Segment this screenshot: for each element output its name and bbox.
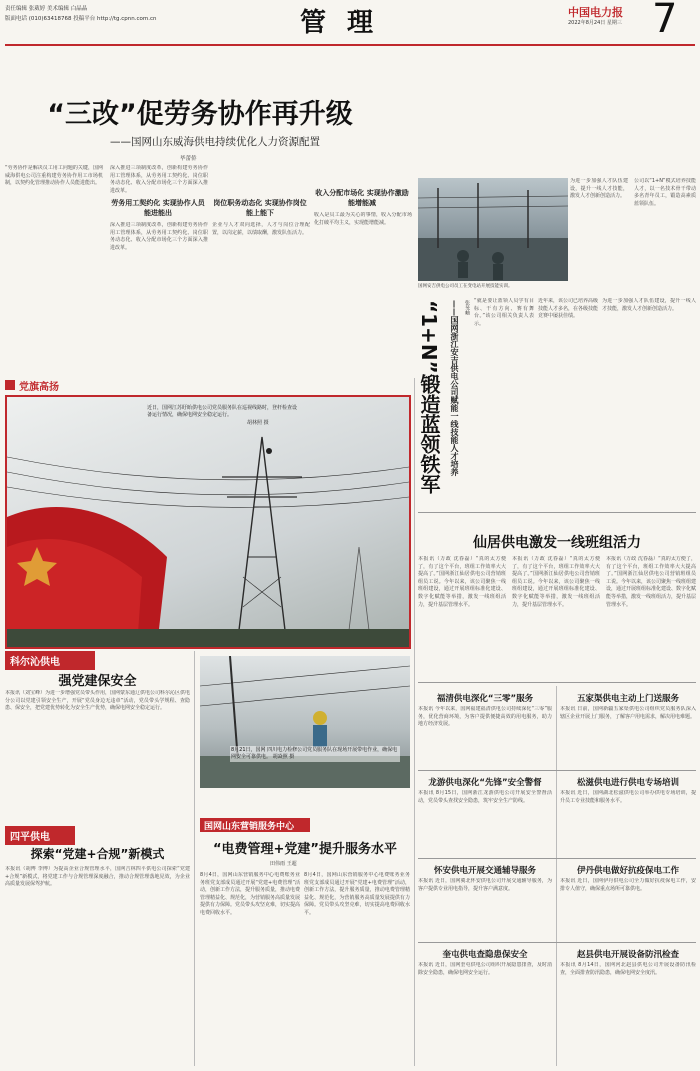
lead-body-col-2b: 深入推进三项制度改革，创新构建劳务协作用工管理体系，从劳务用工契约化、岗位职务动态化、收入分配市场化三个方面深入推进改革。 [110, 222, 208, 251]
lead-body-col-2a: 深入推进三项制度改革，创新构建劳务协作用工管理体系，从劳务用工契约化、岗位职务动态化、收入分配市场化三个方面深入推进改革。 [110, 165, 208, 194]
inset-photo [200, 656, 410, 788]
panel-body-siping: 本报讯（胡博 李博）为提高企业合规管理水平，国网吉林四平供电公司探索“党建+合规”新模式，将党建工作与合规管理深度融合，推动合规管理落地见效，为企业高质量发展保驾护航。 [5, 866, 190, 888]
panel-headline-keerqin: 强党建保安全 [58, 674, 137, 689]
lead-byline: 毕蕾侨 [180, 156, 197, 162]
side-feature-block [570, 178, 696, 296]
masthead [0, 0, 700, 44]
brief-body-6: 本报讯 近日，国网伊丹供电公司全力做好抗疫保电工作，安排专人值守，确保重点场所可靠供电。 [560, 878, 696, 892]
mid-story-body-1: 本报讯（万政 沈春磊）“真的太方便了，有了这个平台，班组工作效率大大提高了。”国网浙江仙居供电公司营销班组员工说。今年以来，该公司聚焦一线班组建设，通过开展班组标准化建设、数字化赋能等举措，激发一线班组活力，提升基层管理水平。 [418, 556, 506, 608]
page-number: 7 [652, 0, 678, 42]
brief-body-8: 本报讯 8月14日，国网河北赵县供电公司开展设备防汛检查，全面排查防汛隐患，确保电网安全度汛。 [560, 962, 696, 976]
flag-photo-caption: 近日，国网江苏盱眙供电公司党员服务队在巡视线路时，登杆检查设备运行情况，确保电网安全稳定运行。 [147, 405, 298, 418]
lead-subhead-1: 劳务用工契约化 实现协作人员能进能出 [111, 199, 205, 217]
center-body-col-1: 8月4日，国网山东营销服务中心电费账务业务班党支部成员通过开展“党建+电费管理”活动，创新工作方法，提升服务质量，推动电费管理精益化、规范化，为营销服务高质量发展提供有力保障。党员带头攻坚克难，切实提高电费回收水平。 [200, 872, 300, 916]
panel-label-siping: 四平供电 [5, 826, 75, 845]
mid-story-bottom-rule [418, 682, 696, 683]
lead-body-col-1: “劳务协作是解决员工用工问题的关键，国网威海供电公司注重构建劳务协作用工市场机制，以契约化管理推动协作人员能进能出。 [5, 165, 103, 187]
transmission-tower-icon [7, 397, 409, 647]
brief-headline-3: 龙游供电深化“先锋”安全警督 [428, 778, 542, 788]
lead-headline: “三改”促劳务协作再升级 [47, 99, 353, 130]
brief-headline-2: 五家渠供电主动上门送服务 [576, 694, 679, 704]
center-label: 国网山东营销服务中心 [204, 822, 295, 832]
masthead-rule [5, 44, 695, 46]
inset-photo-caption [230, 746, 400, 762]
brief-body-4: 本报讯 近日，国网湖北松滋供电公司举办供电专场培训，提升员工专业技能和服务水平。 [560, 790, 696, 804]
lead-body-col-3: 企业与人才双向选择，人才与岗位合理配置，以岗定薪，以绩取酬，激发队伍活力。 [212, 222, 310, 236]
panel-body-keerqin: 本报讯（刘宝峰）为进一步增强党员带头作用，国网蒙东通辽供电公司科尔沁区供电分公司以党建引领安全生产，开展“党员身边无违章”活动，党员带头学规程、查隐患、保安全，把党建优势转化为安全生产优势，确保电网安全稳定运行。 [5, 690, 190, 712]
flag-photo [5, 395, 411, 649]
center-headline: “电费管理+党建”提升服务水平 [213, 842, 397, 857]
lead-subhead-2: 岗位职务动态化 实现协作岗位能上能下 [213, 199, 307, 217]
brief-rule-2 [418, 858, 696, 859]
photo-column-header [5, 378, 411, 394]
panel-headline-siping: 探索“党建+合规”新模式 [30, 847, 165, 861]
brief-body-1: 本报讯 今年以来，国网福建福清供电公司持续深化“三零”服务，优化营商环境，为客户提供便捷高效的用电服务，助力地方经济发展。 [418, 706, 552, 728]
mid-story-headline: 仙居供电激发一线班组活力 [473, 535, 641, 551]
brief-headline-4: 松滋供电进行供电专场培训 [576, 778, 679, 788]
mid-story-body-3: 本报讯（万政 沈春磊）“真的太方便了，有了这个平台，班组工作效率大大提高了。”国网浙江仙居供电公司营销班组员工说。今年以来，该公司聚焦一线班组建设，通过开展班组标准化建设、数字化赋能等举措，激发一线班组活力，提升基层管理水平。 [606, 556, 696, 608]
brief-headline-5: 怀安供电开展交通辅导服务 [433, 866, 536, 876]
center-body-col-2: 8月4日，国网山东营销服务中心电费账务业务班党支部成员通过开展“党建+电费管理”活动，创新工作方法，提升服务质量，推动电费管理精益化、规范化，为营销服务高质量发展提供有力保障。党员带头攻坚克难，切实提高电费回收水平。 [304, 872, 410, 916]
center-byline: 田伟雨 王超 [270, 861, 297, 867]
brief-body-5: 本报讯 近日，国网冀北怀安供电公司开展交通辅导服务，为客户提供专业用电指导，提升客户满意度。 [418, 878, 552, 892]
brief-body-7: 本报讯 近日，国网奎屯供电公司组织开展隐患排查，及时消除安全隐患，确保电网安全运行。 [418, 962, 552, 976]
section-title: 管 理 [300, 8, 380, 38]
brief-headline-1: 福清供电深化“三零”服务 [436, 694, 534, 704]
editor-line: 责任编辑 张葳婷 美术编辑 白晶晶 [5, 6, 88, 12]
flag-icon [5, 380, 15, 390]
brief-body-3: 本报讯 8月15日，国网浙江龙游供电公司开展安全警督活动，党员带头查找安全隐患，筑牢安全生产防线。 [418, 790, 552, 804]
divider-briefs [556, 686, 557, 1066]
inset-caption-text: 四川电力检修公司党员服务队在现场开展带电作业，确保电网安全可靠供电。 [231, 747, 398, 760]
brief-rule-1 [418, 770, 696, 771]
brief-rule-3 [418, 942, 696, 943]
side-feature-deck: ——国网浙江安吉供电公司赋能一线技能人才培养 [450, 300, 459, 476]
line-worker-icon [200, 656, 410, 788]
line-worker-icon [266, 448, 272, 454]
brief-headline-6: 伊丹供电做好抗疫保电工作 [576, 866, 679, 876]
substation-icon [418, 178, 568, 281]
panel-label-keerqin: 科尔沁供电 [5, 651, 95, 670]
training-photo-caption: 国网安吉供电公司员工在变电站开展技能实训。 [418, 284, 513, 289]
flag-photo-credit: 胡林照 摄 [247, 420, 269, 426]
divider-center [414, 378, 415, 1066]
lead-body-col-4: 收入是员工最为关心的事情，收入分配市场化打破平均主义，实现能增能减。 [314, 212, 412, 226]
side-feature-body-top-1: 为进一步加强人才队伍建设，提升一线人才技能，激发人才创新创造活力。 [570, 178, 628, 200]
brief-headline-7: 奎屯供电查隐患保安全 [442, 950, 528, 960]
brief-body-2: 本报讯 日前，国网新疆五家渠供电公司组织党员服务队深入辖区企业开展上门服务，了解客户用电需求，解决用电难题。 [560, 706, 696, 720]
lead-subheadline: ——国网山东威海供电持续优化人力资源配置 [110, 136, 320, 148]
mid-story-body-2: 本报讯（万政 沈春磊）“真的太方便了，有了这个平台，班组工作效率大大提高了。”国网浙江仙居供电公司营销班组员工说。今年以来，该公司聚焦一线班组建设，通过开展班组标准化建设、数字化赋能等举措，激发一线班组活力，提升基层管理水平。 [512, 556, 600, 608]
side-feature-body-top-2: 公司以“1+N”模式培养技能人才，以一名技术骨干带动多名青年员工，锻造高素质蓝领队伍。 [634, 178, 696, 207]
side-feature-body-1: “就是要让蓝领人员学有目标、干有方向、赛有舞台。”该公司相关负责人表示。 [474, 298, 534, 327]
brief-headline-8: 赵县供电开展设备防汛检查 [576, 950, 679, 960]
training-photo [418, 178, 568, 281]
paper-name: 中国电力报 [568, 6, 623, 19]
side-feature-title: “1+N”锻造蓝领铁军 [417, 300, 441, 494]
lead-subhead-3: 收入分配市场化 实现协作激励能增能减 [315, 189, 409, 207]
side-feature-byline: 张旻岫 [464, 300, 470, 315]
side-feature-body-3: 为进一步加强人才队伍建设，提升一线人才技能，激发人才创新创造活力。 [602, 298, 696, 312]
inset-caption-date: 8月21日，国网 [231, 747, 266, 753]
side-feature-body-2: 近年来，该公司已培养高级技能人才多名，在各级技能竞赛中屡获佳绩。 [538, 298, 598, 320]
divider-left [194, 651, 195, 1066]
inset-caption-credit: 胡焱照 摄 [272, 754, 295, 760]
contact-line: 版面电话 (010)63418768 投稿平台 http://tg.cpnn.com.cn [5, 16, 157, 22]
mid-story-top-rule [418, 512, 696, 513]
date-line: 2022年8月24日 星期三 [568, 20, 622, 26]
photo-column-label: 党旗高扬 [19, 382, 59, 393]
